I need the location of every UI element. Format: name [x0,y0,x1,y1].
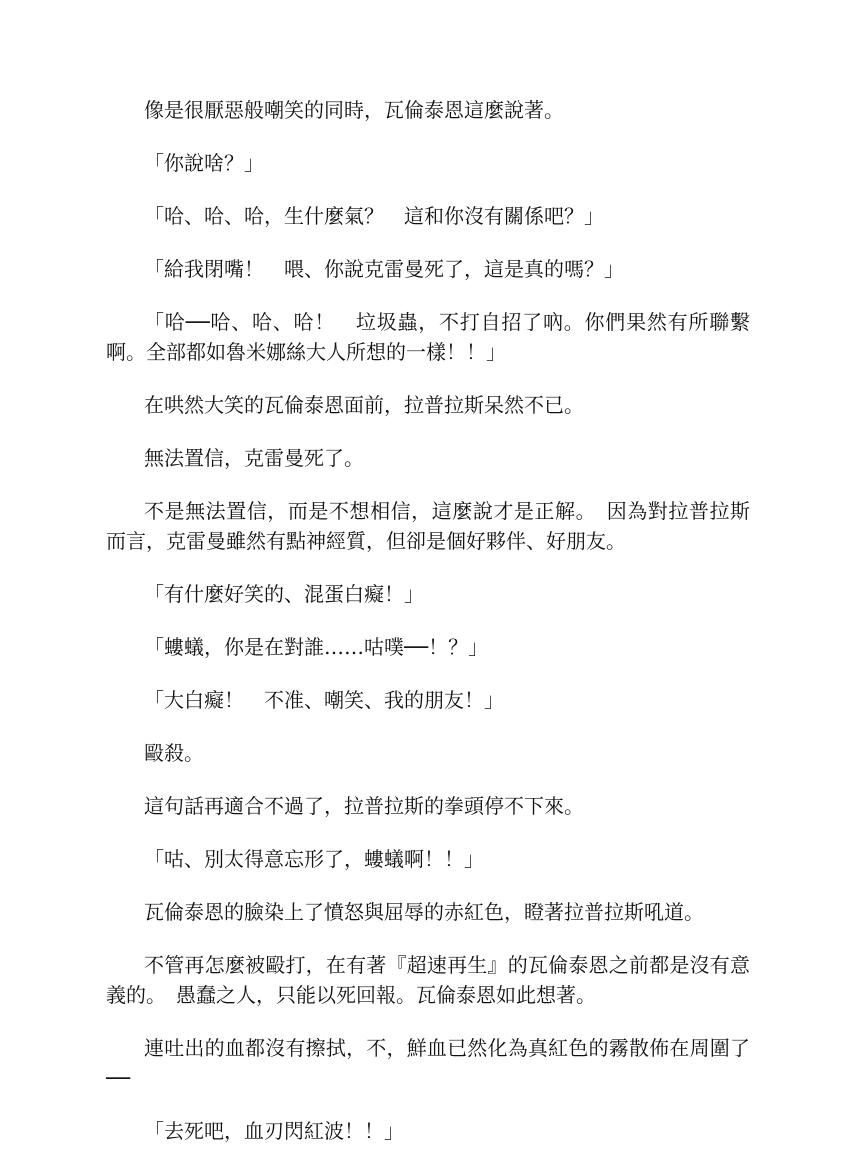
paragraph: 「去死吧，血刃閃紅波！！」 [144,1119,404,1143]
paragraph: 像是很厭惡般嘲笑的同時，瓦倫泰恩這麼說著。 [144,98,564,122]
paragraph: 這句話再適合不過了，拉普拉斯的拳頭停不下來。 [144,794,584,818]
paragraph: 「你說啥？」 [144,151,264,175]
paragraph: 「有什麼好笑的、混蛋白癡！」 [144,582,424,606]
paragraph: 毆殺。 [144,741,204,765]
paragraph: 不是無法置信，而是不想相信，這麼說才是正解。 因為對拉普拉斯而言，克雷曼雖然有點神經質，但卻是個好夥伴、好朋友。 [106,499,750,553]
body-text [106,95,750,1169]
paragraph: 「哈、哈、哈，生什麼氣？ 這和你沒有關係吧？」 [144,204,604,228]
paragraph: 不管再怎麼被毆打，在有著『超速再生』的瓦倫泰恩之前都是沒有意義的。 愚蠢之人，只能以死回報。瓦倫泰恩如此想著。 [106,953,750,1007]
paragraph: 「咕、別太得意忘形了，螻蟻啊！！」 [144,847,484,871]
paragraph: 「哈──哈、哈、哈！ 垃圾蟲，不打自招了吶。你們果然有所聯繫啊。全部都如魯米娜絲大人所想的一樣！！」 [106,310,750,364]
paragraph: 「螻蟻，你是在對誰……咕噗──！？」 [144,635,489,659]
paragraph: 無法置信，克雷曼死了。 [144,446,364,470]
paragraph: 瓦倫泰恩的臉染上了憤怒與屈辱的赤紅色，瞪著拉普拉斯吼道。 [144,900,704,924]
paragraph: 「給我閉嘴！ 喂、你說克雷曼死了，這是真的嗎？」 [144,257,624,281]
paragraph: 在哄然大笑的瓦倫泰恩面前，拉普拉斯呆然不已。 [144,393,584,417]
paragraph: 「大白癡！ 不准、嘲笑、我的朋友！」 [144,688,504,712]
paragraph: 連吐出的血都沒有擦拭，不，鮮血已然化為真紅色的霧散佈在周圍了── [106,1036,750,1090]
